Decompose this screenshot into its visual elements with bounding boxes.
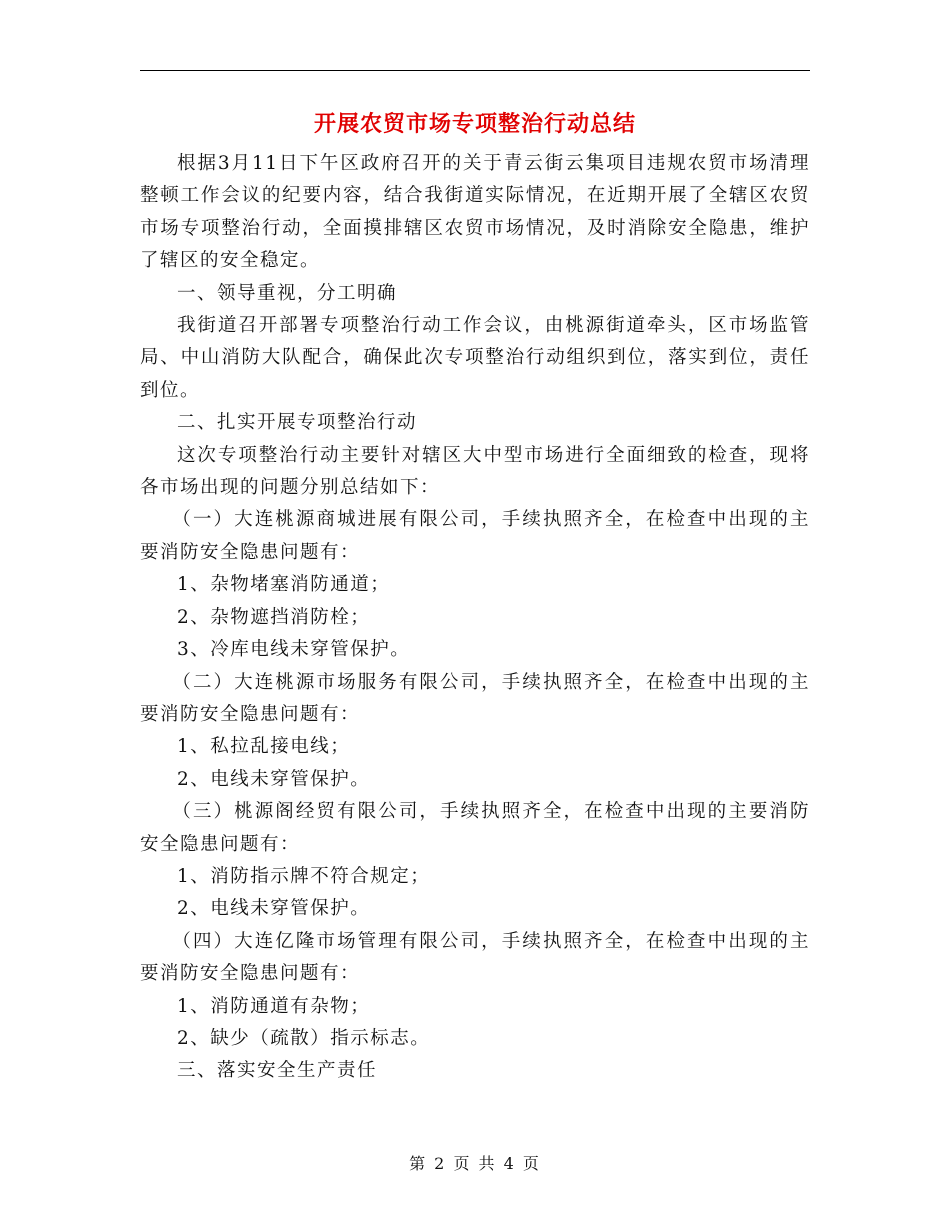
list-item: 1、消防通道有杂物； bbox=[177, 995, 371, 1017]
subsection-heading-3: （三）桃源阁经贸有限公司，手续执照齐全，在检查中出现的主要消防安全隐患问题有： bbox=[140, 801, 810, 855]
paragraph-section-1: 我街道召开部署专项整治行动工作会议，由桃源街道牵头，区市场监管局、中山消防大队配合，确保此次专项整治行动组织到位，落实到位，责任到位。 bbox=[140, 315, 810, 401]
list-item: 3、冷库电线未穿管保护。 bbox=[177, 639, 411, 661]
list-item: 2、电线未穿管保护。 bbox=[177, 898, 371, 920]
list-item: 2、电线未穿管保护。 bbox=[177, 768, 371, 790]
list-item: 1、消防指示牌不符合规定； bbox=[177, 865, 431, 887]
list-item: 1、杂物堵塞消防通道； bbox=[177, 574, 391, 596]
list-item: 2、杂物遮挡消防栓； bbox=[177, 606, 371, 628]
document-title: 开展农贸市场专项整治行动总结 bbox=[313, 111, 636, 137]
section-heading-3: 三、落实安全生产责任 bbox=[177, 1060, 378, 1082]
list-item: 1、私拉乱接电线； bbox=[177, 736, 351, 758]
subsection-heading-2: （二）大连桃源市场服务有限公司，手续执照齐全，在检查中出现的主要消防安全隐患问题有： bbox=[140, 671, 810, 725]
section-heading-1: 一、领导重视，分工明确 bbox=[177, 282, 398, 304]
paragraph-section-2: 这次专项整治行动主要针对辖区大中型市场进行全面细致的检查，现将各市场出现的问题分别总结如下： bbox=[140, 444, 810, 499]
header-rule bbox=[140, 70, 810, 71]
paragraph-intro: 根据3月11日下午区政府召开的关于青云街云集项目违规农贸市场清理整顿工作会议的纪要内容，结合我街道实际情况，在近期开展了全辖区农贸市场专项整治行动，全面摸排辖区农贸市场情况，及时消除安全隐患，维护了辖区的安全稳定。 bbox=[140, 153, 810, 272]
list-item: 2、缺少（疏散）指示标志。 bbox=[177, 1027, 431, 1049]
document-body bbox=[140, 148, 810, 1088]
subsection-heading-1: （一）大连桃源商城进展有限公司，手续执照齐全，在检查中出现的主要消防安全隐患问题有： bbox=[140, 509, 810, 563]
page-number-footer: 第 2 页 共 4 页 bbox=[409, 1154, 541, 1173]
section-heading-2: 二、扎实开展专项整治行动 bbox=[177, 412, 418, 434]
subsection-heading-4: （四）大连亿隆市场管理有限公司，手续执照齐全，在检查中出现的主要消防安全隐患问题有： bbox=[140, 930, 810, 985]
